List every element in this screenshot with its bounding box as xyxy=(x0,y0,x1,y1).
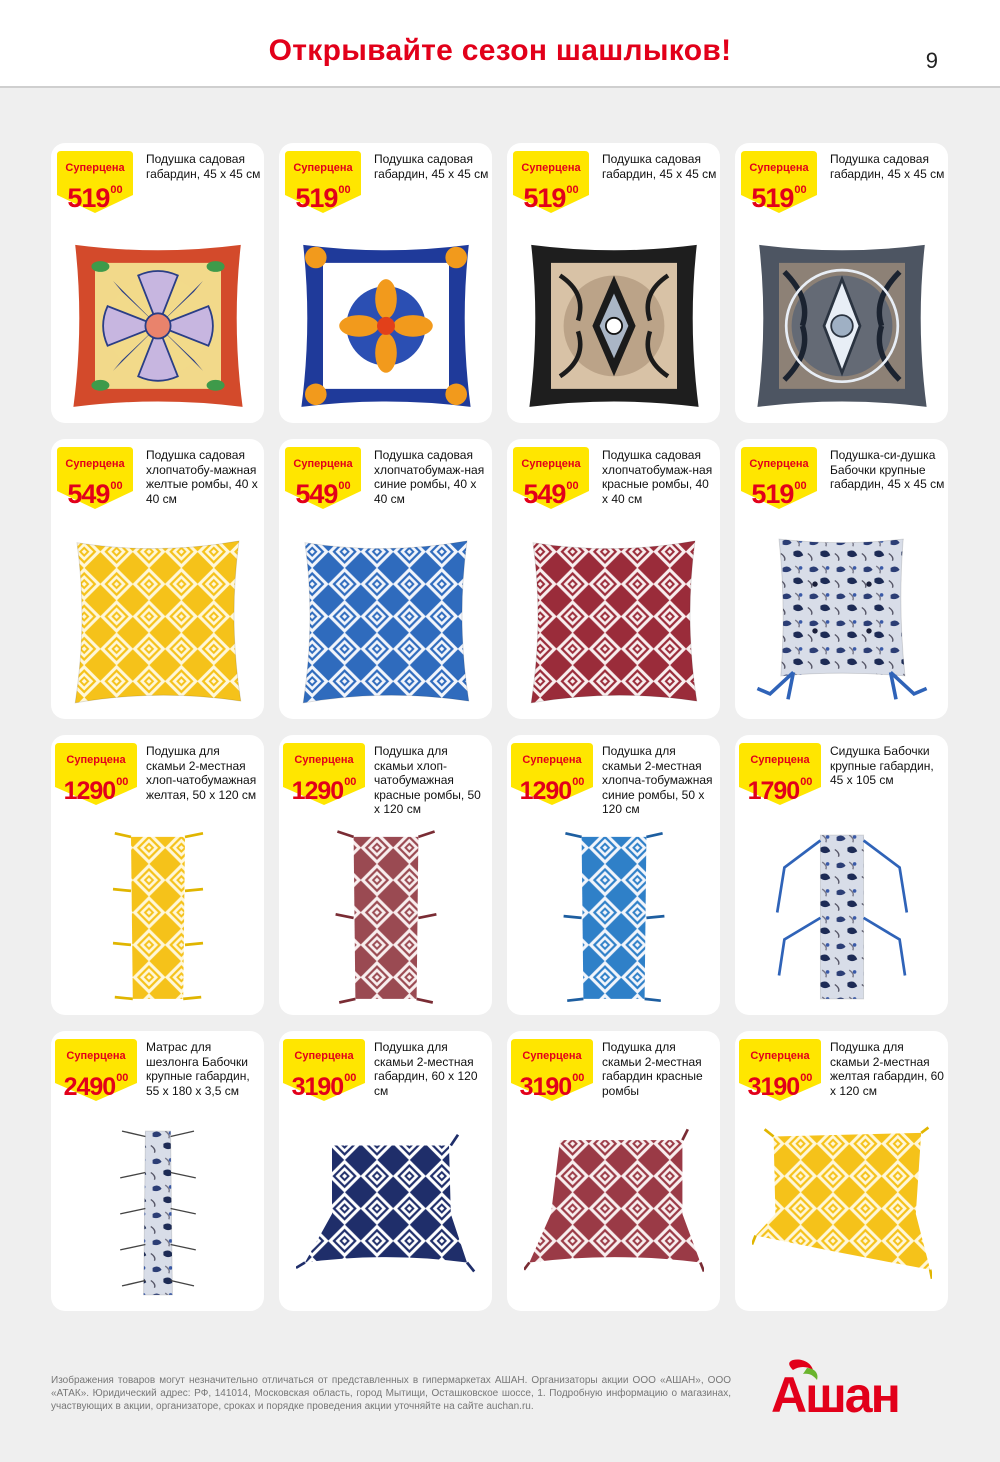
product-image[interactable] xyxy=(51,227,264,423)
price-tag xyxy=(513,151,589,213)
product-image[interactable] xyxy=(507,819,720,1015)
product-description: Подушка садовая габардин, 45 х 45 см xyxy=(146,152,261,181)
product-image[interactable] xyxy=(735,523,948,719)
price-value xyxy=(285,471,361,509)
price-tag-label: Суперцена xyxy=(521,458,581,470)
price-cents: 00 xyxy=(110,184,123,196)
product-grid xyxy=(51,143,949,1313)
product-image[interactable] xyxy=(51,819,264,1015)
product-description: Подушка садовая габардин, 45 х 45 см xyxy=(830,152,945,181)
product-description: Подушка садовая габардин, 45 х 45 см xyxy=(602,152,717,181)
product-image[interactable] xyxy=(51,523,264,719)
page-header xyxy=(0,0,1000,88)
price-tag-label: Суперцена xyxy=(294,754,354,766)
product-image[interactable] xyxy=(279,227,492,423)
price-main: 549 xyxy=(523,479,566,509)
price-value xyxy=(739,1063,821,1102)
product-image[interactable] xyxy=(279,523,492,719)
price-tag-label: Суперцена xyxy=(65,162,125,174)
price-value xyxy=(739,767,821,806)
product-description: Подушка для скамьи 2-местная хлопча-тобумажная синие ромбы, 50 х 120 см xyxy=(602,744,713,816)
price-main: 519 xyxy=(751,183,794,213)
price-main: 3190 xyxy=(519,1073,572,1101)
price-tag-label: Суперцена xyxy=(749,162,809,174)
product-card[interactable] xyxy=(51,735,264,1015)
price-tag xyxy=(57,151,133,213)
price-main: 549 xyxy=(295,479,338,509)
price-tag xyxy=(741,447,817,509)
price-value xyxy=(55,767,137,806)
price-value xyxy=(57,471,133,509)
product-image[interactable] xyxy=(735,227,948,423)
product-description: Подушка для скамьи 2-местная габардин красные ромбы xyxy=(602,1040,703,1098)
price-main: 519 xyxy=(295,183,338,213)
price-tag-label: Суперцена xyxy=(293,162,353,174)
price-main: 1290 xyxy=(519,777,572,805)
price-tag-label: Суперцена xyxy=(521,162,581,174)
price-tag xyxy=(283,1039,365,1101)
product-description: Сидушка Бабочки крупные габардин, 45 х 105 см xyxy=(830,744,934,787)
price-main: 549 xyxy=(67,479,110,509)
price-tag xyxy=(741,151,817,213)
price-tag xyxy=(55,743,137,805)
price-cents: 00 xyxy=(116,776,129,788)
price-cents: 00 xyxy=(566,480,579,492)
product-card[interactable] xyxy=(51,1031,264,1311)
price-tag xyxy=(57,447,133,509)
product-card[interactable] xyxy=(507,439,720,719)
page-number: 9 xyxy=(925,48,938,73)
product-card[interactable] xyxy=(51,439,264,719)
price-value xyxy=(511,1063,593,1102)
price-main: 519 xyxy=(523,183,566,213)
product-image[interactable] xyxy=(507,523,720,719)
product-description: Подушка-си-душка Бабочки крупные габардин, 45 х 45 см xyxy=(830,448,945,491)
product-image[interactable] xyxy=(279,819,492,1015)
product-card[interactable] xyxy=(735,1031,948,1311)
product-description: Подушка для скамьи 2-местная желтая габардин, 60 х 120 см xyxy=(830,1040,944,1098)
footer-disclaimer: Изображения товаров могут незначительно отличаться от представленных в гипермаркетах АШАН. Организаторы акции ООО «АШАН», ООО «АТАК». Юридический адрес: РФ, 141014, Московская область, город Мытищи, Осташковское шоссе, 1. Подробную информацию о магазинах, участвующих в акции, организаторе, сроках и порядке проведения акции уточняйте на сайте auchan.ru. xyxy=(51,1375,731,1412)
price-main: 519 xyxy=(751,479,794,509)
product-image[interactable] xyxy=(279,1115,492,1311)
product-description: Подушка для скамьи хлоп-чатобумажная красные ромбы, 50 х 120 см xyxy=(374,744,481,816)
price-cents: 00 xyxy=(800,1072,813,1084)
price-tag-label: Суперцена xyxy=(65,458,125,470)
price-tag xyxy=(513,447,589,509)
product-description: Подушка садовая хлопчатобумаж-ная синие ромбы, 40 х 40 см xyxy=(374,448,485,506)
price-tag xyxy=(511,743,593,805)
price-tag xyxy=(55,1039,137,1101)
price-tag xyxy=(283,743,365,805)
price-tag-label: Суперцена xyxy=(66,1050,126,1062)
product-description: Подушка садовая хлопчатобумаж-ная красные ромбы, 40 х 40 см xyxy=(602,448,713,506)
price-value xyxy=(283,1063,365,1102)
product-card[interactable] xyxy=(507,1031,720,1311)
product-card[interactable] xyxy=(735,143,948,423)
price-tag-label: Суперцена xyxy=(294,1050,354,1062)
product-description: Подушка садовая габардин, 45 х 45 см xyxy=(374,152,489,181)
price-tag-label: Суперцена xyxy=(66,754,126,766)
price-value xyxy=(57,175,133,213)
svg-text:Ашан: Ашан xyxy=(771,1367,899,1418)
product-image[interactable] xyxy=(507,1115,720,1311)
price-cents: 00 xyxy=(572,776,585,788)
price-tag-label: Суперцена xyxy=(522,754,582,766)
product-card[interactable] xyxy=(279,735,492,1015)
price-main: 3190 xyxy=(291,1073,344,1101)
price-value xyxy=(513,175,589,213)
price-tag xyxy=(739,1039,821,1101)
price-tag xyxy=(511,1039,593,1101)
price-value xyxy=(55,1063,137,1102)
price-cents: 00 xyxy=(338,480,351,492)
price-tag xyxy=(285,447,361,509)
price-tag-label: Суперцена xyxy=(750,1050,810,1062)
price-cents: 00 xyxy=(110,480,123,492)
price-cents: 00 xyxy=(344,1072,357,1084)
product-image[interactable] xyxy=(507,227,720,423)
product-card[interactable] xyxy=(735,439,948,719)
product-description: Подушка для скамьи 2-местная габардин, 60 х 120 см xyxy=(374,1040,478,1098)
product-description: Матрас для шезлонга Бабочки крупные габардин, 55 х 180 х 3,5 см xyxy=(146,1040,250,1098)
price-tag-label: Суперцена xyxy=(750,754,810,766)
product-card[interactable] xyxy=(51,143,264,423)
price-cents: 00 xyxy=(338,184,351,196)
product-card[interactable] xyxy=(507,143,720,423)
price-cents: 00 xyxy=(572,1072,585,1084)
price-main: 1290 xyxy=(63,777,116,805)
price-tag xyxy=(739,743,821,805)
product-card[interactable] xyxy=(279,439,492,719)
price-value xyxy=(741,175,817,213)
price-cents: 00 xyxy=(800,776,813,788)
price-value xyxy=(283,767,365,806)
price-value xyxy=(285,175,361,213)
price-tag xyxy=(285,151,361,213)
page-title: Открывайте сезон шашлыков! xyxy=(268,34,732,67)
product-card[interactable] xyxy=(279,1031,492,1311)
product-image[interactable] xyxy=(735,819,948,1015)
product-image[interactable] xyxy=(735,1115,948,1311)
product-card[interactable] xyxy=(279,143,492,423)
price-cents: 00 xyxy=(116,1072,129,1084)
product-card[interactable] xyxy=(735,735,948,1015)
price-value xyxy=(513,471,589,509)
price-tag-label: Суперцена xyxy=(522,1050,582,1062)
price-tag-label: Суперцена xyxy=(749,458,809,470)
price-value xyxy=(511,767,593,806)
product-image[interactable] xyxy=(51,1115,264,1311)
price-main: 2490 xyxy=(63,1073,116,1101)
product-description: Подушка садовая хлопчатобу-мажная желтые ромбы, 40 х 40 см xyxy=(146,448,258,506)
price-main: 519 xyxy=(67,183,110,213)
price-main: 1790 xyxy=(747,777,800,805)
price-cents: 00 xyxy=(794,184,807,196)
price-cents: 00 xyxy=(344,776,357,788)
price-main: 3190 xyxy=(747,1073,800,1101)
product-description: Подушка для скамьи 2-местная хлоп-чатобумажная желтая, 50 х 120 см xyxy=(146,744,257,802)
price-main: 1290 xyxy=(291,777,344,805)
product-card[interactable] xyxy=(507,735,720,1015)
price-cents: 00 xyxy=(794,480,807,492)
auchan-logo[interactable] xyxy=(763,1358,948,1418)
price-tag-label: Суперцена xyxy=(293,458,353,470)
price-value xyxy=(741,471,817,509)
price-cents: 00 xyxy=(566,184,579,196)
